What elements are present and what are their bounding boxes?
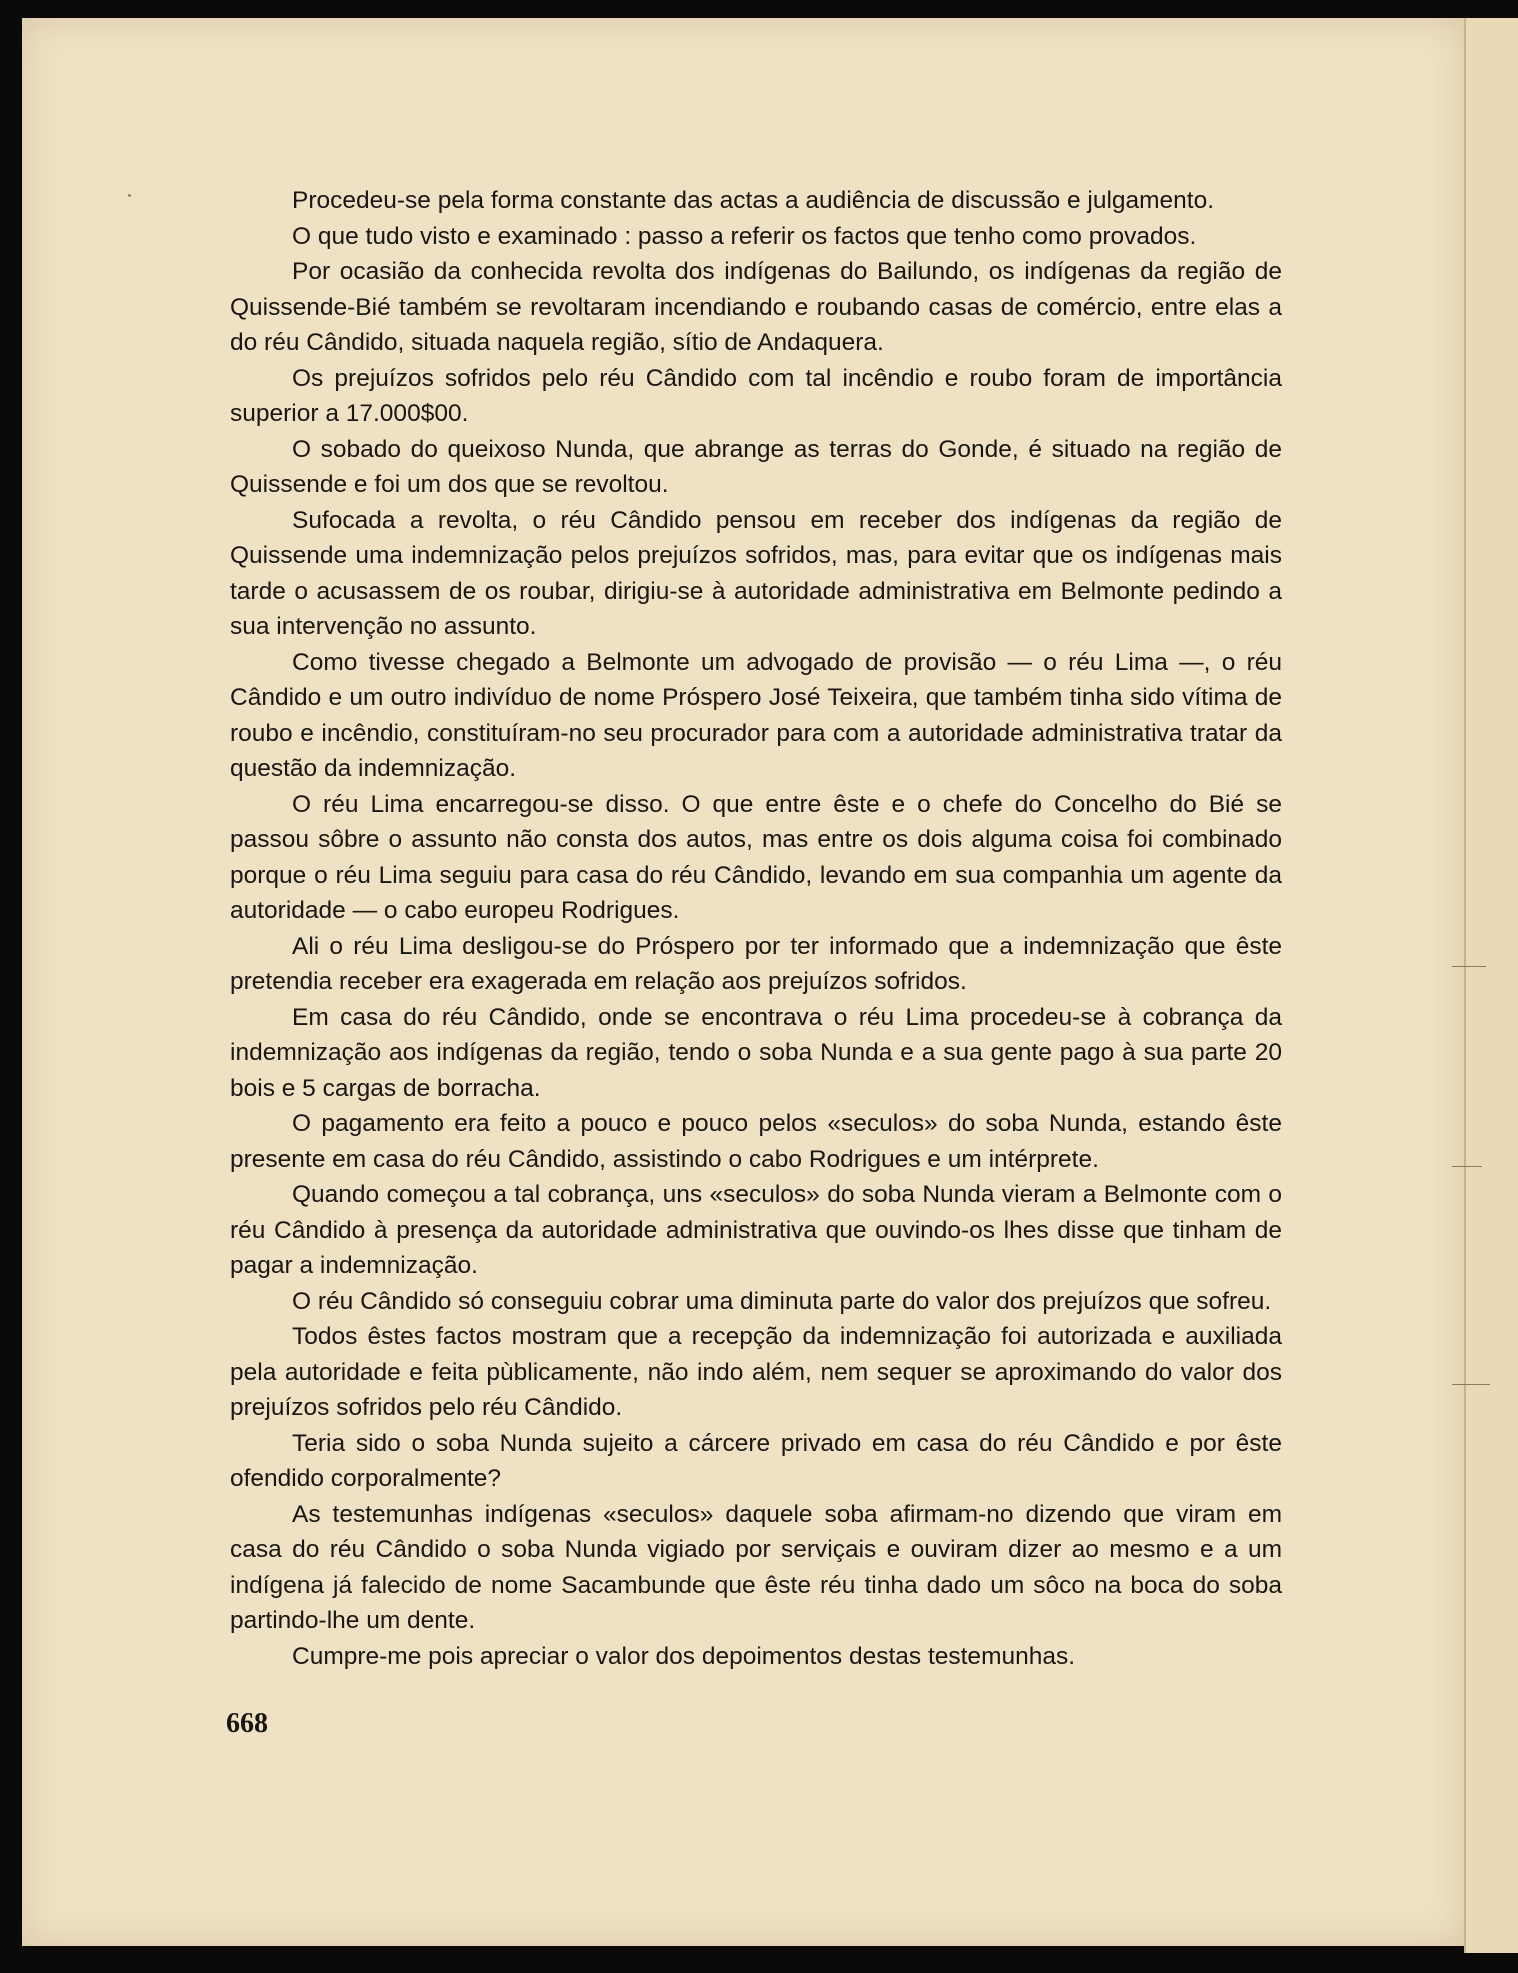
paragraph: Sufocada a revolta, o réu Cândido pensou em receber dos indígenas da região de Quissende uma indemnização pelos prejuízos sofridos, mas, para evitar que os indígenas mais tarde o acusassem de os roubar, dirigiu-se à autoridade administrativa em Belmonte pedindo a sua intervenção no assunto. <box>230 506 1282 640</box>
edge-mark <box>1452 1384 1490 1385</box>
paragraph: Cumpre-me pois apreciar o valor dos depoimentos destas testemunhas. <box>292 1642 1076 1670</box>
page-edge <box>1464 18 1518 1953</box>
paragraph: Procedeu-se pela forma constante das actas a audiência de discussão e julgamento. <box>292 187 1215 214</box>
paragraph: Ali o réu Lima desligou-se do Próspero por ter informado que a indemnização que êste pretendia receber era exagerada em relação aos prejuízos sofridos. <box>230 932 1282 995</box>
paragraph: O réu Cândido só conseguiu cobrar uma diminuta parte do valor dos prejuízos que sofreu. <box>292 1287 1272 1315</box>
paragraph: Todos êstes factos mostram que a recepção da indemnização foi autorizada e auxiliada pela autoridade e feita pùblicamente, não indo além, nem sequer se aproximando do valor dos prejuízos sofridos pelo réu Cândido. <box>230 1323 1282 1421</box>
paragraph: Por ocasião da conhecida revolta dos indígenas do Bailundo, os indígenas da região de Quissende-Bié também se revoltaram incendiando e roubando casas de comércio, entre elas a do réu Cândido, situada naquela região, sítio de Andaquera. <box>230 258 1282 356</box>
paragraph: Os prejuízos sofridos pelo réu Cândido com tal incêndio e roubo foram de importância superior a 17.000$00. <box>230 364 1282 427</box>
edge-mark <box>1452 966 1486 967</box>
paragraph: O pagamento era feito a pouco e pouco pelos «seculos» do soba Nunda, estando êste presente em casa do réu Cândido, assistindo o cabo Rodrigues e um intérprete. <box>230 1110 1282 1173</box>
paragraph: O sobado do queixoso Nunda, que abrange as terras do Gonde, é situado na região de Quissende e foi um dos que se revoltou. <box>230 435 1282 498</box>
paragraph: O que tudo visto e examinado : passo a referir os factos que tenho como provados. <box>292 222 1197 250</box>
paragraph: Em casa do réu Cândido, onde se encontrava o réu Lima procedeu-se à cobrança da indemnização aos indígenas da região, tendo o soba Nunda e a sua gente pago à sua parte 20 bois e 5 cargas de borracha. <box>230 1003 1282 1102</box>
paragraph: Teria sido o soba Nunda sujeito a cárcere privado em casa do réu Cândido e por êste ofendido corporalmente? <box>230 1429 1282 1492</box>
paragraph: Como tivesse chegado a Belmonte um advogado de provisão — o réu Lima —, o réu Cândido e um outro indivíduo de nome Próspero José Teixeira, que também tinha sido vítima de roubo e incêndio, constituíram-no seu procurador para com a autoridade administrativa tratar da questão da indemnização. <box>230 648 1282 782</box>
paper-speck <box>128 194 131 197</box>
paragraph: As testemunhas indígenas «seculos» daquele soba afirmam-no dizendo que viram em casa do réu Cândido o soba Nunda vigiado por serviçais e ouviram dizer ao mesmo e a um indígena já falecido de nome Sacambunde que êste réu tinha dado um sôco na boca do soba partindo-lhe um dente. <box>230 1500 1282 1634</box>
body-text <box>230 183 1282 1674</box>
paragraph: Quando começou a tal cobrança, uns «seculos» do soba Nunda vieram a Belmonte com o réu Cândido à presença da autoridade administrativa que ouvindo-os lhes disse que tinham de pagar a indemnização. <box>230 1181 1282 1279</box>
edge-mark <box>1452 1166 1482 1167</box>
page-number: 668 <box>226 1708 268 1739</box>
paragraph: O réu Lima encarregou-se disso. O que entre êste e o chefe do Concelho do Bié se passou sôbre o assunto não consta dos autos, mas entre os dois alguma coisa foi combinado porque o réu Lima seguiu para casa do réu Cândido, levando em sua companhia um agente da autoridade — o cabo europeu Rodrigues. <box>230 790 1282 924</box>
